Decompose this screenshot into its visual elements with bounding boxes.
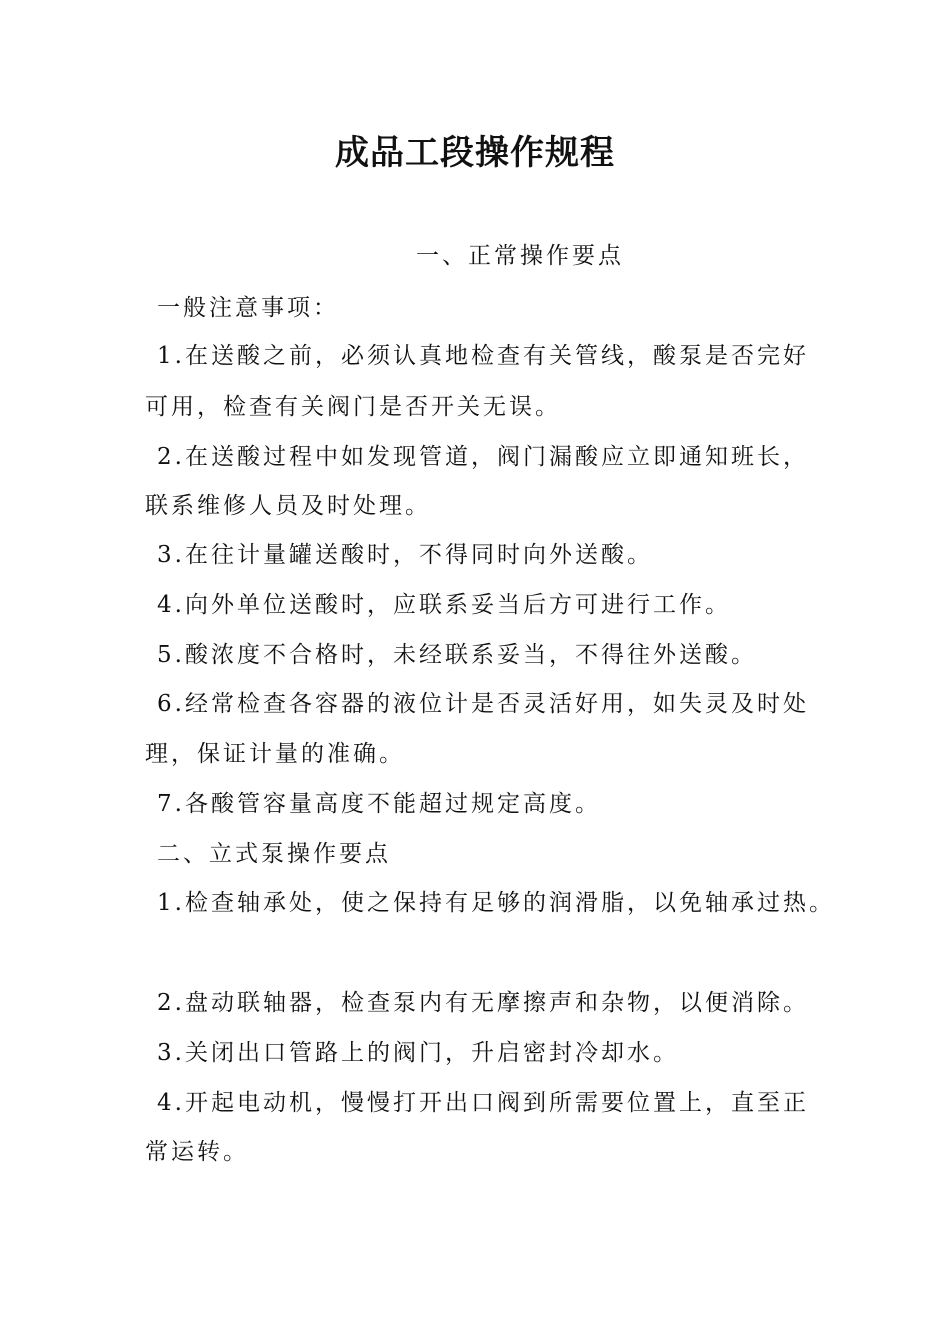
- paragraph-line: 5.酸浓度不合格时，未经联系妥当，不得往外送酸。: [157, 642, 757, 668]
- paragraph-line: 2.盘动联轴器，检查泵内有无摩擦声和杂物，以便消除。: [157, 990, 809, 1016]
- section-heading-normal-operation: 一、正常操作要点: [416, 243, 624, 269]
- document-title: 成品工段操作规程: [335, 133, 615, 173]
- paragraph-line: 1.在送酸之前，必须认真地检查有关管线，酸泵是否完好: [157, 343, 809, 369]
- paragraph-line: 4.开起电动机，慢慢打开出口阀到所需要位置上，直至正: [157, 1090, 809, 1116]
- paragraph-line: 3.关闭出口管路上的阀门，升启密封冷却水。: [157, 1040, 679, 1066]
- paragraph-line: 联系维修人员及时处理。: [145, 493, 431, 519]
- section-heading-vertical-pump: 二、立式泵操作要点: [157, 841, 391, 867]
- general-notes-heading: 一般注意事项：: [157, 295, 339, 321]
- paragraph-line: 3.在往计量罐送酸时，不得同时向外送酸。: [157, 542, 653, 568]
- paragraph-line: 理，保证计量的准确。: [145, 741, 405, 767]
- paragraph-line: 4.向外单位送酸时，应联系妥当后方可进行工作。: [157, 592, 731, 618]
- paragraph-line: 可用，检查有关阀门是否开关无误。: [145, 394, 561, 420]
- paragraph-line: 2.在送酸过程中如发现管道，阀门漏酸应立即通知班长，: [157, 444, 809, 470]
- paragraph-line: 1.检查轴承处，使之保持有足够的润滑脂，以免轴承过热。: [157, 890, 835, 916]
- paragraph-line: 7.各酸管容量高度不能超过规定高度。: [157, 791, 601, 817]
- paragraph-line: 6.经常检查各容器的液位计是否灵活好用，如失灵及时处: [157, 691, 809, 717]
- paragraph-line: 常运转。: [145, 1139, 249, 1165]
